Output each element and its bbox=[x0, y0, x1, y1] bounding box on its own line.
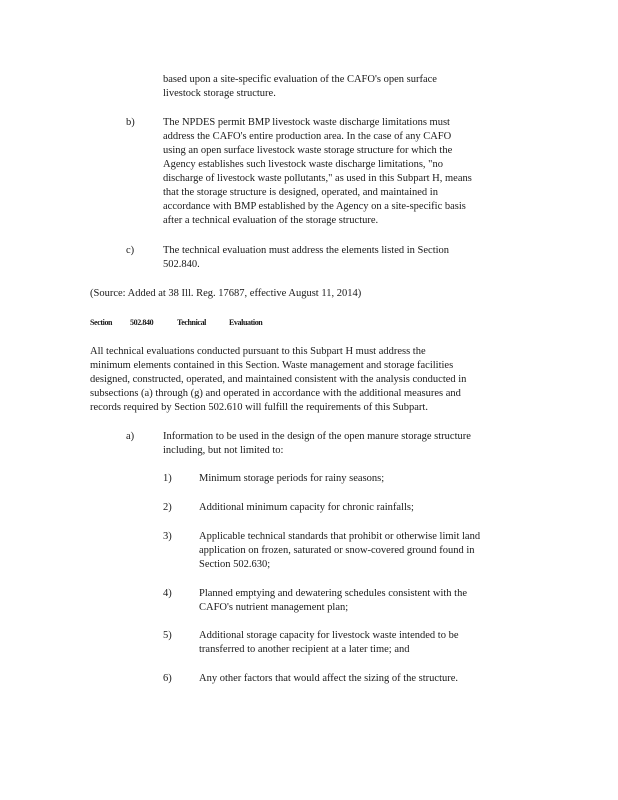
text-line: Minimum storage periods for rainy seasons; bbox=[199, 473, 385, 484]
text-line: designed, constructed, operated, and maintained consistent with the analysis conducted in bbox=[90, 374, 467, 385]
text-line: Any other factors that would affect the sizing of the structure. bbox=[199, 673, 459, 684]
text-line: Planned emptying and dewatering schedules consistent with the bbox=[199, 588, 467, 599]
source-note bbox=[90, 287, 361, 301]
item-a-text bbox=[163, 430, 471, 458]
subitem-label: 3) bbox=[163, 531, 172, 542]
text-line: after a technical evaluation of the storage structure. bbox=[163, 215, 379, 226]
subitem-label: 6) bbox=[163, 673, 172, 684]
text-line: using an open surface livestock waste storage structure for which the bbox=[163, 145, 453, 156]
item-b-text bbox=[163, 116, 472, 228]
section-title-part: Technical bbox=[177, 318, 206, 327]
text-line: Agency establishes such livestock waste discharge limitations, "no bbox=[163, 159, 443, 170]
text-line: All technical evaluations conducted pursuant to this Subpart H must address the bbox=[90, 346, 426, 357]
text-line: address the CAFO's entire production area. In the case of any CAFO bbox=[163, 131, 452, 142]
subitem-text bbox=[199, 587, 467, 615]
text-line: livestock storage structure. bbox=[163, 88, 276, 99]
intro-paragraph bbox=[90, 345, 466, 415]
text-line: minimum elements contained in this Section. Waste management and storage facilities bbox=[90, 360, 454, 371]
text-line: Additional storage capacity for livestock waste intended to be bbox=[199, 630, 459, 641]
text-line: discharge of livestock waste pollutants," as used in this Subpart H, means bbox=[163, 173, 472, 184]
subitem-text bbox=[199, 472, 384, 486]
text-line: that the storage structure is designed, operated, and maintained in bbox=[163, 187, 438, 198]
section-title-part: Evaluation bbox=[229, 318, 263, 327]
text-line: The NPDES permit BMP livestock waste discharge limitations must bbox=[163, 117, 450, 128]
subitem-text bbox=[199, 501, 414, 515]
text-line: including, but not limited to: bbox=[163, 445, 284, 456]
section-number: 502.840 bbox=[130, 318, 154, 327]
text-line: accordance with BMP established by the Agency on a site-specific basis bbox=[163, 201, 466, 212]
item-label-b: b) bbox=[126, 117, 135, 128]
source-note-text: (Source: Added at 38 Ill. Reg. 17687, effective August 11, 2014) bbox=[90, 288, 362, 299]
text-line: Applicable technical standards that prohibit or otherwise limit land bbox=[199, 531, 481, 542]
text-line: Section 502.630; bbox=[199, 559, 271, 570]
text-line: transferred to another recipient at a later time; and bbox=[199, 644, 410, 655]
text-line: records required by Section 502.610 will fulfill the requirements of this Subpart. bbox=[90, 402, 428, 413]
text-line: Additional minimum capacity for chronic rainfalls; bbox=[199, 502, 414, 513]
section-word: Section bbox=[90, 318, 113, 327]
text-line: based upon a site-specific evaluation of the CAFO's open surface bbox=[163, 74, 437, 85]
subitem-text bbox=[199, 629, 459, 657]
item-c-text bbox=[163, 244, 449, 272]
section-heading bbox=[90, 316, 290, 330]
text-line: The technical evaluation must address the elements listed in Section bbox=[163, 245, 450, 256]
text-line: 502.840. bbox=[163, 259, 200, 270]
subitem-label: 1) bbox=[163, 473, 172, 484]
subitem-text bbox=[199, 672, 458, 686]
subitem-text bbox=[199, 530, 480, 572]
text-line: CAFO's nutrient management plan; bbox=[199, 602, 349, 613]
subitem-label: 5) bbox=[163, 630, 172, 641]
text-line: subsections (a) through (g) and operated in accordance with the additional measures and bbox=[90, 388, 461, 399]
item-label-a: a) bbox=[126, 431, 135, 442]
continuation-text bbox=[163, 73, 437, 101]
subitem-label: 4) bbox=[163, 588, 172, 599]
subitem-label: 2) bbox=[163, 502, 172, 513]
item-label-c: c) bbox=[126, 245, 135, 256]
text-line: application on frozen, saturated or snow-covered ground found in bbox=[199, 545, 475, 556]
text-line: Information to be used in the design of the open manure storage structure bbox=[163, 431, 471, 442]
